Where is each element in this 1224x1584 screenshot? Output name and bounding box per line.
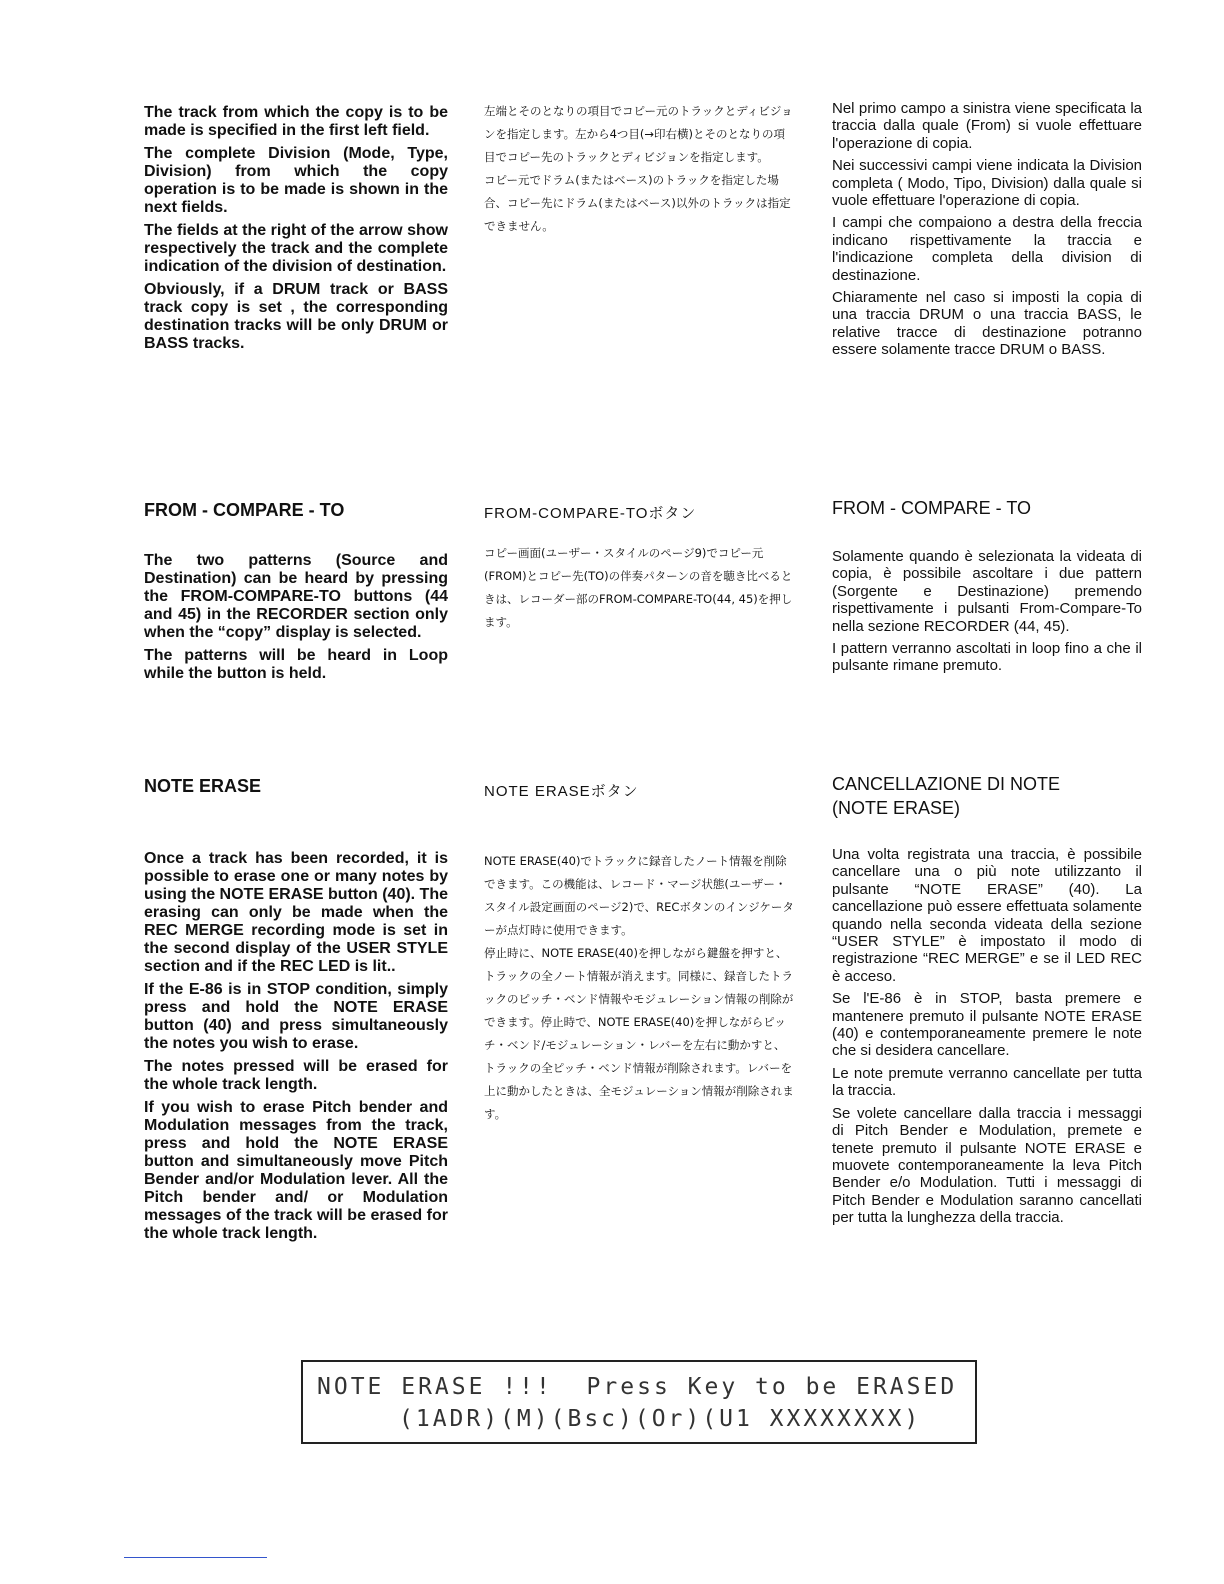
copy-fields-it <box>832 100 1142 364</box>
paragraph: Nei successivi campi viene indicata la Division completa ( Modo, Tipo, Division) dalla quale si vuole effettuare l'operazione di copia. <box>832 157 1142 210</box>
note-erase-heading-jp: NOTE ERASEボタン <box>484 783 639 800</box>
paragraph: I pattern verranno ascoltati in loop fino a che il pulsante rimane premuto. <box>832 640 1142 675</box>
paragraph: Chiaramente nel caso si imposti la copia di una traccia DRUM o una traccia BASS, le relative tracce di destinazione potranno essere solamente tracce DRUM o BASS. <box>832 289 1142 359</box>
paragraph: Solamente quando è selezionata la videata di copia, è possibile ascoltare i due pattern (Sorgente e Destinazione) premendo rispettivamente i pulsanti From-Compare-To nella sezione RECORDER (44, 45). <box>832 548 1142 635</box>
paragraph: 左端とそのとなりの項目でコピー元のトラックとディビジョンを指定します。左から4つ目(→印右横)とそのとなりの項目でコピー先のトラックとディビジョンを指定します。 <box>484 104 793 164</box>
paragraph: The track from which the copy is to be made is specified in the first left field. <box>144 104 448 139</box>
from-compare-to-en <box>144 552 448 688</box>
lcd-line-2: (1ADR)(M)(Bsc)(Or)(U1 XXXXXXXX) <box>399 1406 922 1432</box>
paragraph: 停止時に、NOTE ERASE(40)を押しながら鍵盤を押すと、トラックの全ノート情報が消えます。同様に、録音したトラックのピッチ・ベンド情報やモジュレーション情報の削除ができます。停止時で、NOTE ERASE(40)を押しながらピッチ・ベンド/モジュレーション・レバーを左右に動かすと、トラックの全ピッチ・ベンド情報が削除されます。レバーを上に動かしたときは、全モジュレーション情報が削除されます。 <box>484 946 794 1121</box>
paragraph: NOTE ERASE(40)でトラックに録音したノート情報を削除できます。この機能は、レコード・マージ状態(ユーザー・スタイル設定画面のページ2)で、RECボタンのインジケーターが点灯時に使用できます。 <box>484 854 794 937</box>
from-compare-to-jp <box>484 542 796 639</box>
footer-rule <box>124 1557 267 1558</box>
note-erase-jp <box>484 850 796 1131</box>
paragraph: The notes pressed will be erased for the whole track length. <box>144 1058 448 1093</box>
paragraph: コピー画面(ユーザー・スタイルのページ9)でコピー元(FROM)とコピー先(TO)の伴奏パターンの音を聴き比べるときは、レコーダー部のFROM-COMPARE-TO(44, 45)を押します。 <box>484 546 793 629</box>
note-erase-en <box>144 850 448 1248</box>
lcd-display <box>301 1360 977 1444</box>
paragraph: Se l'E-86 è in STOP, basta premere e mantenere premuto il pulsante NOTE ERASE (40) e contemporaneamente premere le note che si desidera cancellare. <box>832 990 1142 1060</box>
paragraph: I campi che compaiono a destra della freccia indicano rispettivamente la traccia e l'indicazione completa della division di destinazione. <box>832 214 1142 284</box>
from-compare-to-it <box>832 548 1142 680</box>
paragraph: Se volete cancellare dalla traccia i messaggi di Pitch Bender e Modulation, premete e tenete premuto il pulsante NOTE ERASE e muovete contemporaneamente la leva Pitch Bender e/o Modulation. Tutti i messaggi di Pitch Bender e Modulation saranno cancellati per tutta la lunghezza della traccia. <box>832 1104 1142 1227</box>
paragraph: The two patterns (Source and Destination) can be heard by pressing the FROM-COMPARE-TO buttons (44 and 45) in the RECORDER section only when the “copy” display is selected. <box>144 552 448 641</box>
from-compare-to-heading-it: FROM - COMPARE - TO <box>832 498 1032 518</box>
paragraph: Le note premute verranno cancellate per tutta la traccia. <box>832 1064 1142 1100</box>
copy-fields-en <box>144 104 448 358</box>
paragraph: The patterns will be heard in Loop while the button is held. <box>144 647 448 682</box>
copy-fields-jp <box>484 100 796 243</box>
note-erase-heading-it: CANCELLAZIONE DI NOTE (NOTE ERASE) <box>832 774 1061 818</box>
paragraph: The fields at the right of the arrow show respectively the track and the complete indication of the division of destination. <box>144 222 448 275</box>
paragraph: The complete Division (Mode, Type, Division) from which the copy operation is to be made is shown in the next fields. <box>144 145 448 216</box>
paragraph: Una volta registrata una traccia, è possibile cancellare una o più note utilizzanto il pulsante “NOTE ERASE” (40). La cancellazione può essere effettuata solamente quando nella seconda videata della sezione “USER STYLE” è impostato il modo di registrazione “REC MERGE” e se il LED REC è acceso. <box>832 846 1142 985</box>
paragraph: コピー元でドラム(またはベース)のトラックを指定した場合、コピー先にドラム(またはベース)以外のトラックは指定できません。 <box>484 173 791 233</box>
from-compare-to-heading-en: FROM - COMPARE - TO <box>144 500 345 520</box>
from-compare-to-heading-jp: FROM-COMPARE-TOボタン <box>484 505 697 522</box>
paragraph: Obviously, if a DRUM track or BASS track copy is set , the corresponding destination tracks will be only DRUM or BASS tracks. <box>144 281 448 352</box>
lcd-line-1: NOTE ERASE !!! Press Key to be ERASED <box>317 1374 958 1400</box>
paragraph: Once a track has been recorded, it is possible to erase one or many notes by using the NOTE ERASE button (40). The erasing can only be made when the REC MERGE recording mode is set in the second display of the USER STYLE section and if the REC LED is lit.. <box>144 850 448 975</box>
paragraph: If you wish to erase Pitch bender and Modulation messages from the track, press and hold the NOTE ERASE button and simultaneously move Pitch Bender and/or Modulation lever. All the Pitch bender and/ or Modulation messages of the track will be erased for the whole track length. <box>144 1099 448 1242</box>
note-erase-it <box>832 846 1142 1232</box>
note-erase-heading-en: NOTE ERASE <box>144 776 262 796</box>
paragraph: Nel primo campo a sinistra viene specificata la traccia dalla quale (From) si vuole effettuare l'operazione di copia. <box>832 100 1142 152</box>
paragraph: If the E-86 is in STOP condition, simply press and hold the NOTE ERASE button (40) and press simultaneously the notes you wish to erase. <box>144 981 448 1052</box>
